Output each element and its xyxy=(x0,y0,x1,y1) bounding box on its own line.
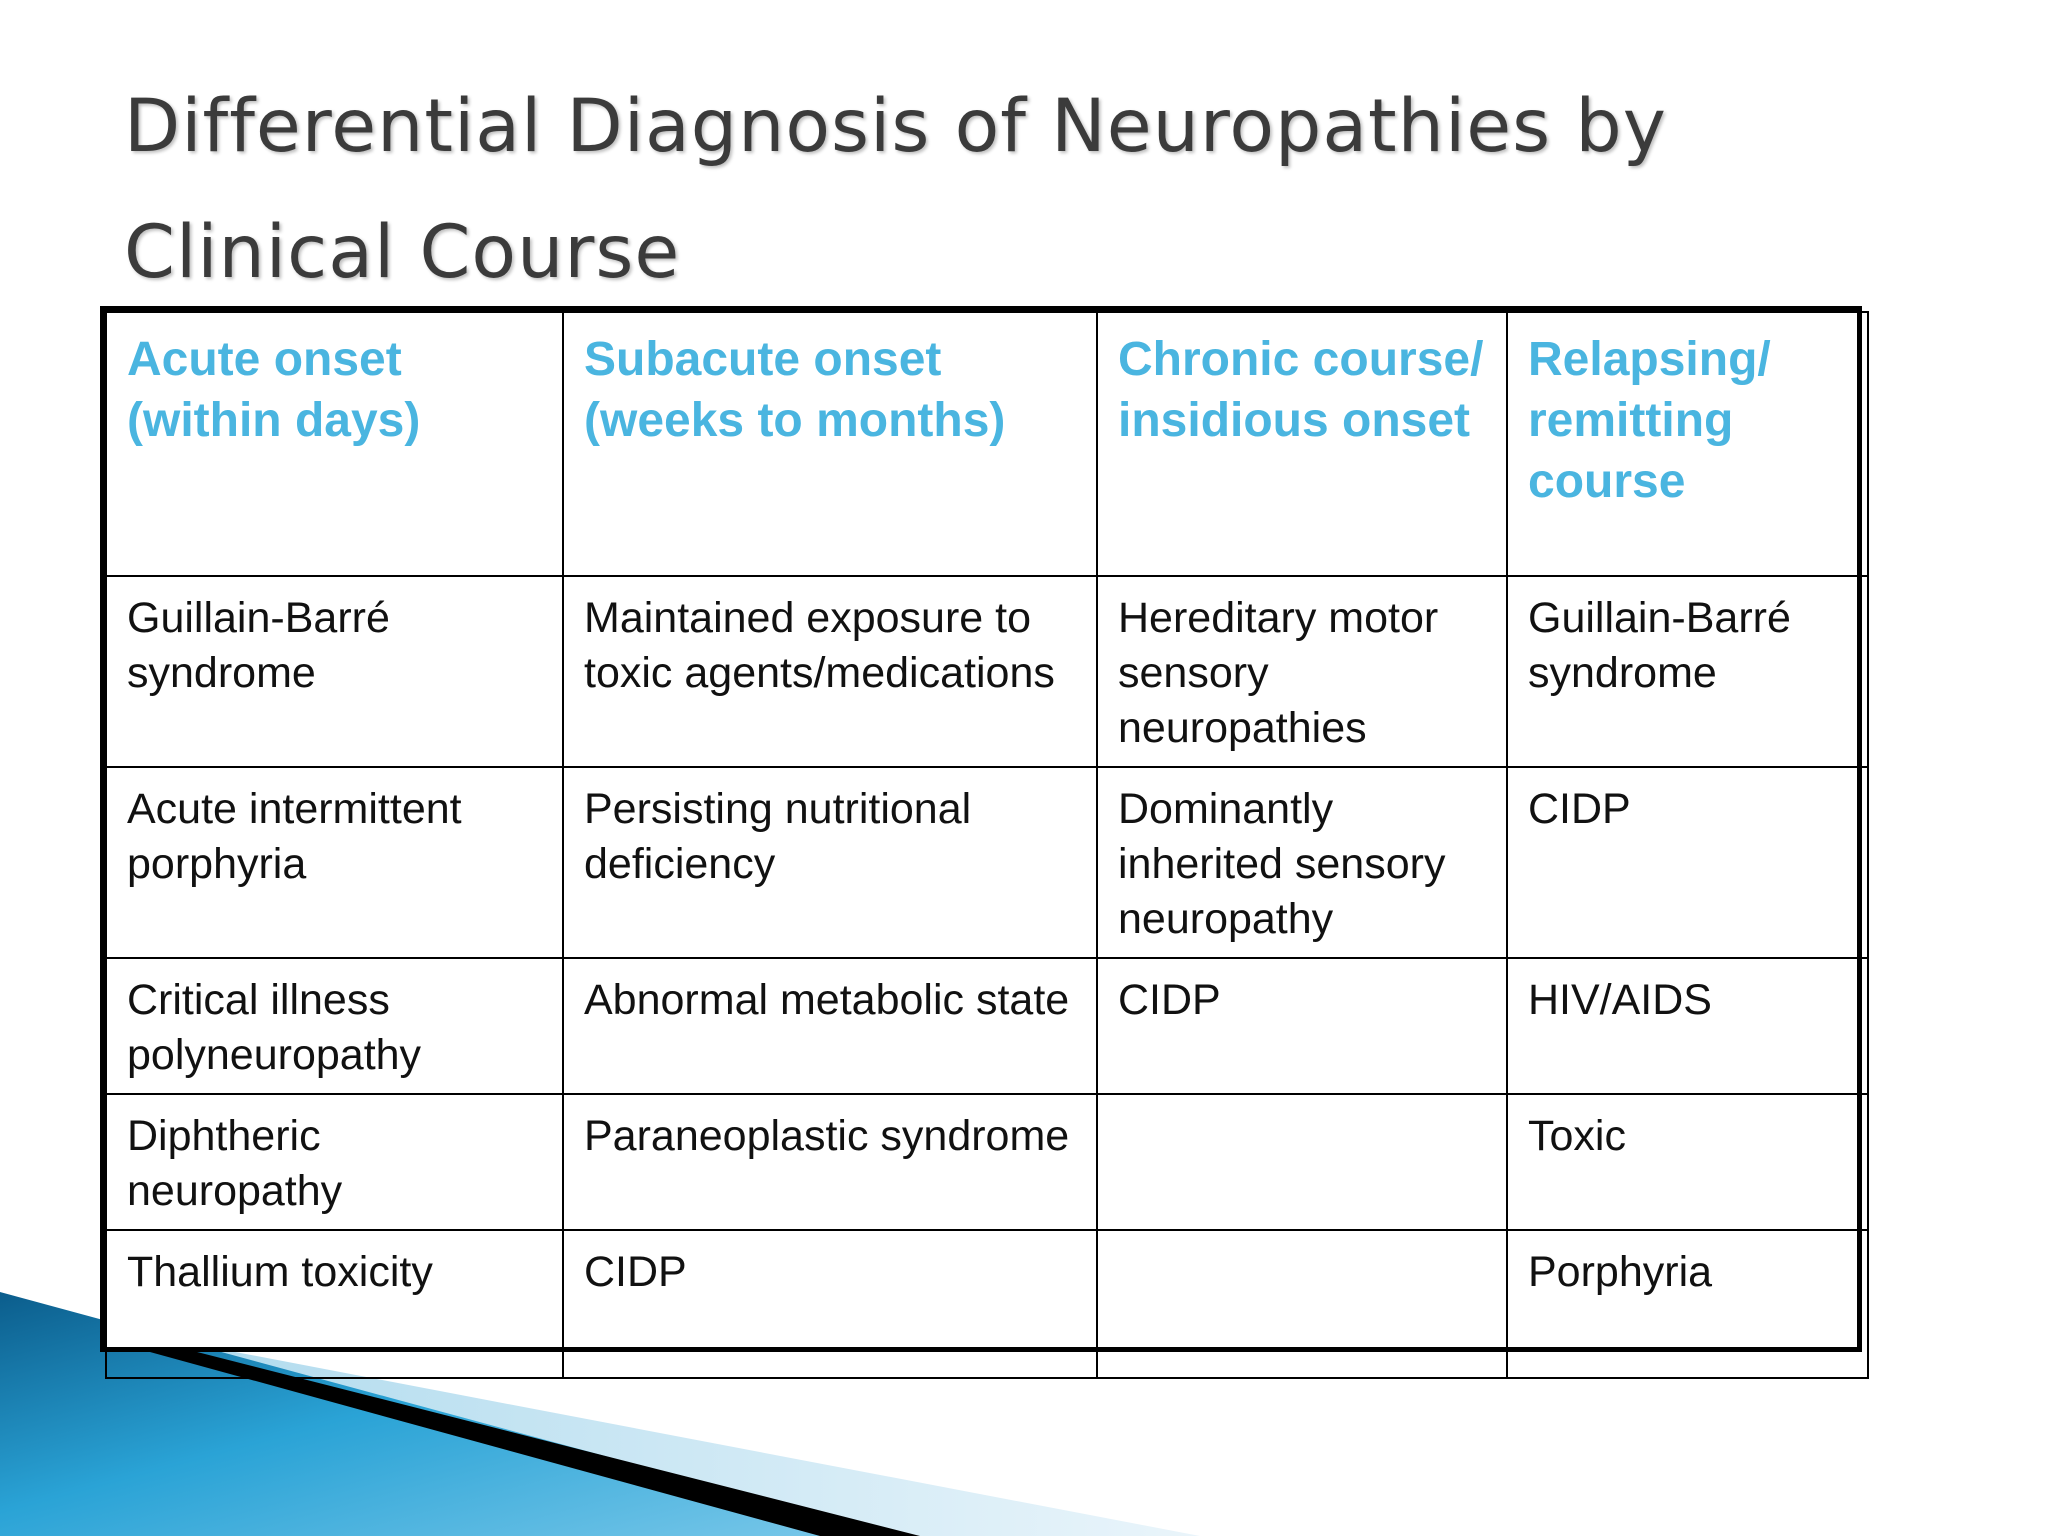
table-row xyxy=(106,576,1868,767)
table-cell xyxy=(1097,1094,1507,1230)
table-cell: Abnormal metabolic state xyxy=(563,958,1097,1094)
table-cell: Maintained exposure to toxic agents/medications xyxy=(563,576,1097,767)
table-cell: Guillain-Barré syndrome xyxy=(1507,576,1868,767)
table-cell: Guillain-Barré syndrome xyxy=(106,576,563,767)
table-header-row xyxy=(106,312,1868,576)
header-chronic-course: Chronic course/ insidious onset xyxy=(1097,312,1507,576)
table-cell: CIDP xyxy=(1097,958,1507,1094)
table-row xyxy=(106,1230,1868,1378)
header-relapsing-remitting: Relapsing/ remitting course xyxy=(1507,312,1868,576)
table-cell: Dominantly inherited sensory neuropathy xyxy=(1097,767,1507,958)
table-row xyxy=(106,958,1868,1094)
table-cell: CIDP xyxy=(1507,767,1868,958)
table-cell: Acute intermittent porphyria xyxy=(106,767,563,958)
table-cell: Porphyria xyxy=(1507,1230,1868,1378)
table-cell: Thallium toxicity xyxy=(106,1230,563,1378)
table-cell xyxy=(1097,1230,1507,1378)
header-acute-onset: Acute onset (within days) xyxy=(106,312,563,576)
table-cell: Hereditary motor sensory neuropathies xyxy=(1097,576,1507,767)
table-cell: Diphtheric neuropathy xyxy=(106,1094,563,1230)
slide-title: Differential Diagnosis of Neuropathies by Clinical Course xyxy=(124,84,1667,295)
table-cell: CIDP xyxy=(563,1230,1097,1378)
table-row xyxy=(106,1094,1868,1230)
diagnosis-table xyxy=(100,306,1862,1352)
table-row xyxy=(106,767,1868,958)
table-cell: Paraneoplastic syndrome xyxy=(563,1094,1097,1230)
table-cell: Critical illness polyneuropathy xyxy=(106,958,563,1094)
table-cell: HIV/AIDS xyxy=(1507,958,1868,1094)
header-subacute-onset: Subacute onset (weeks to months) xyxy=(563,312,1097,576)
table-cell: Toxic xyxy=(1507,1094,1868,1230)
table-cell: Persisting nutritional deficiency xyxy=(563,767,1097,958)
